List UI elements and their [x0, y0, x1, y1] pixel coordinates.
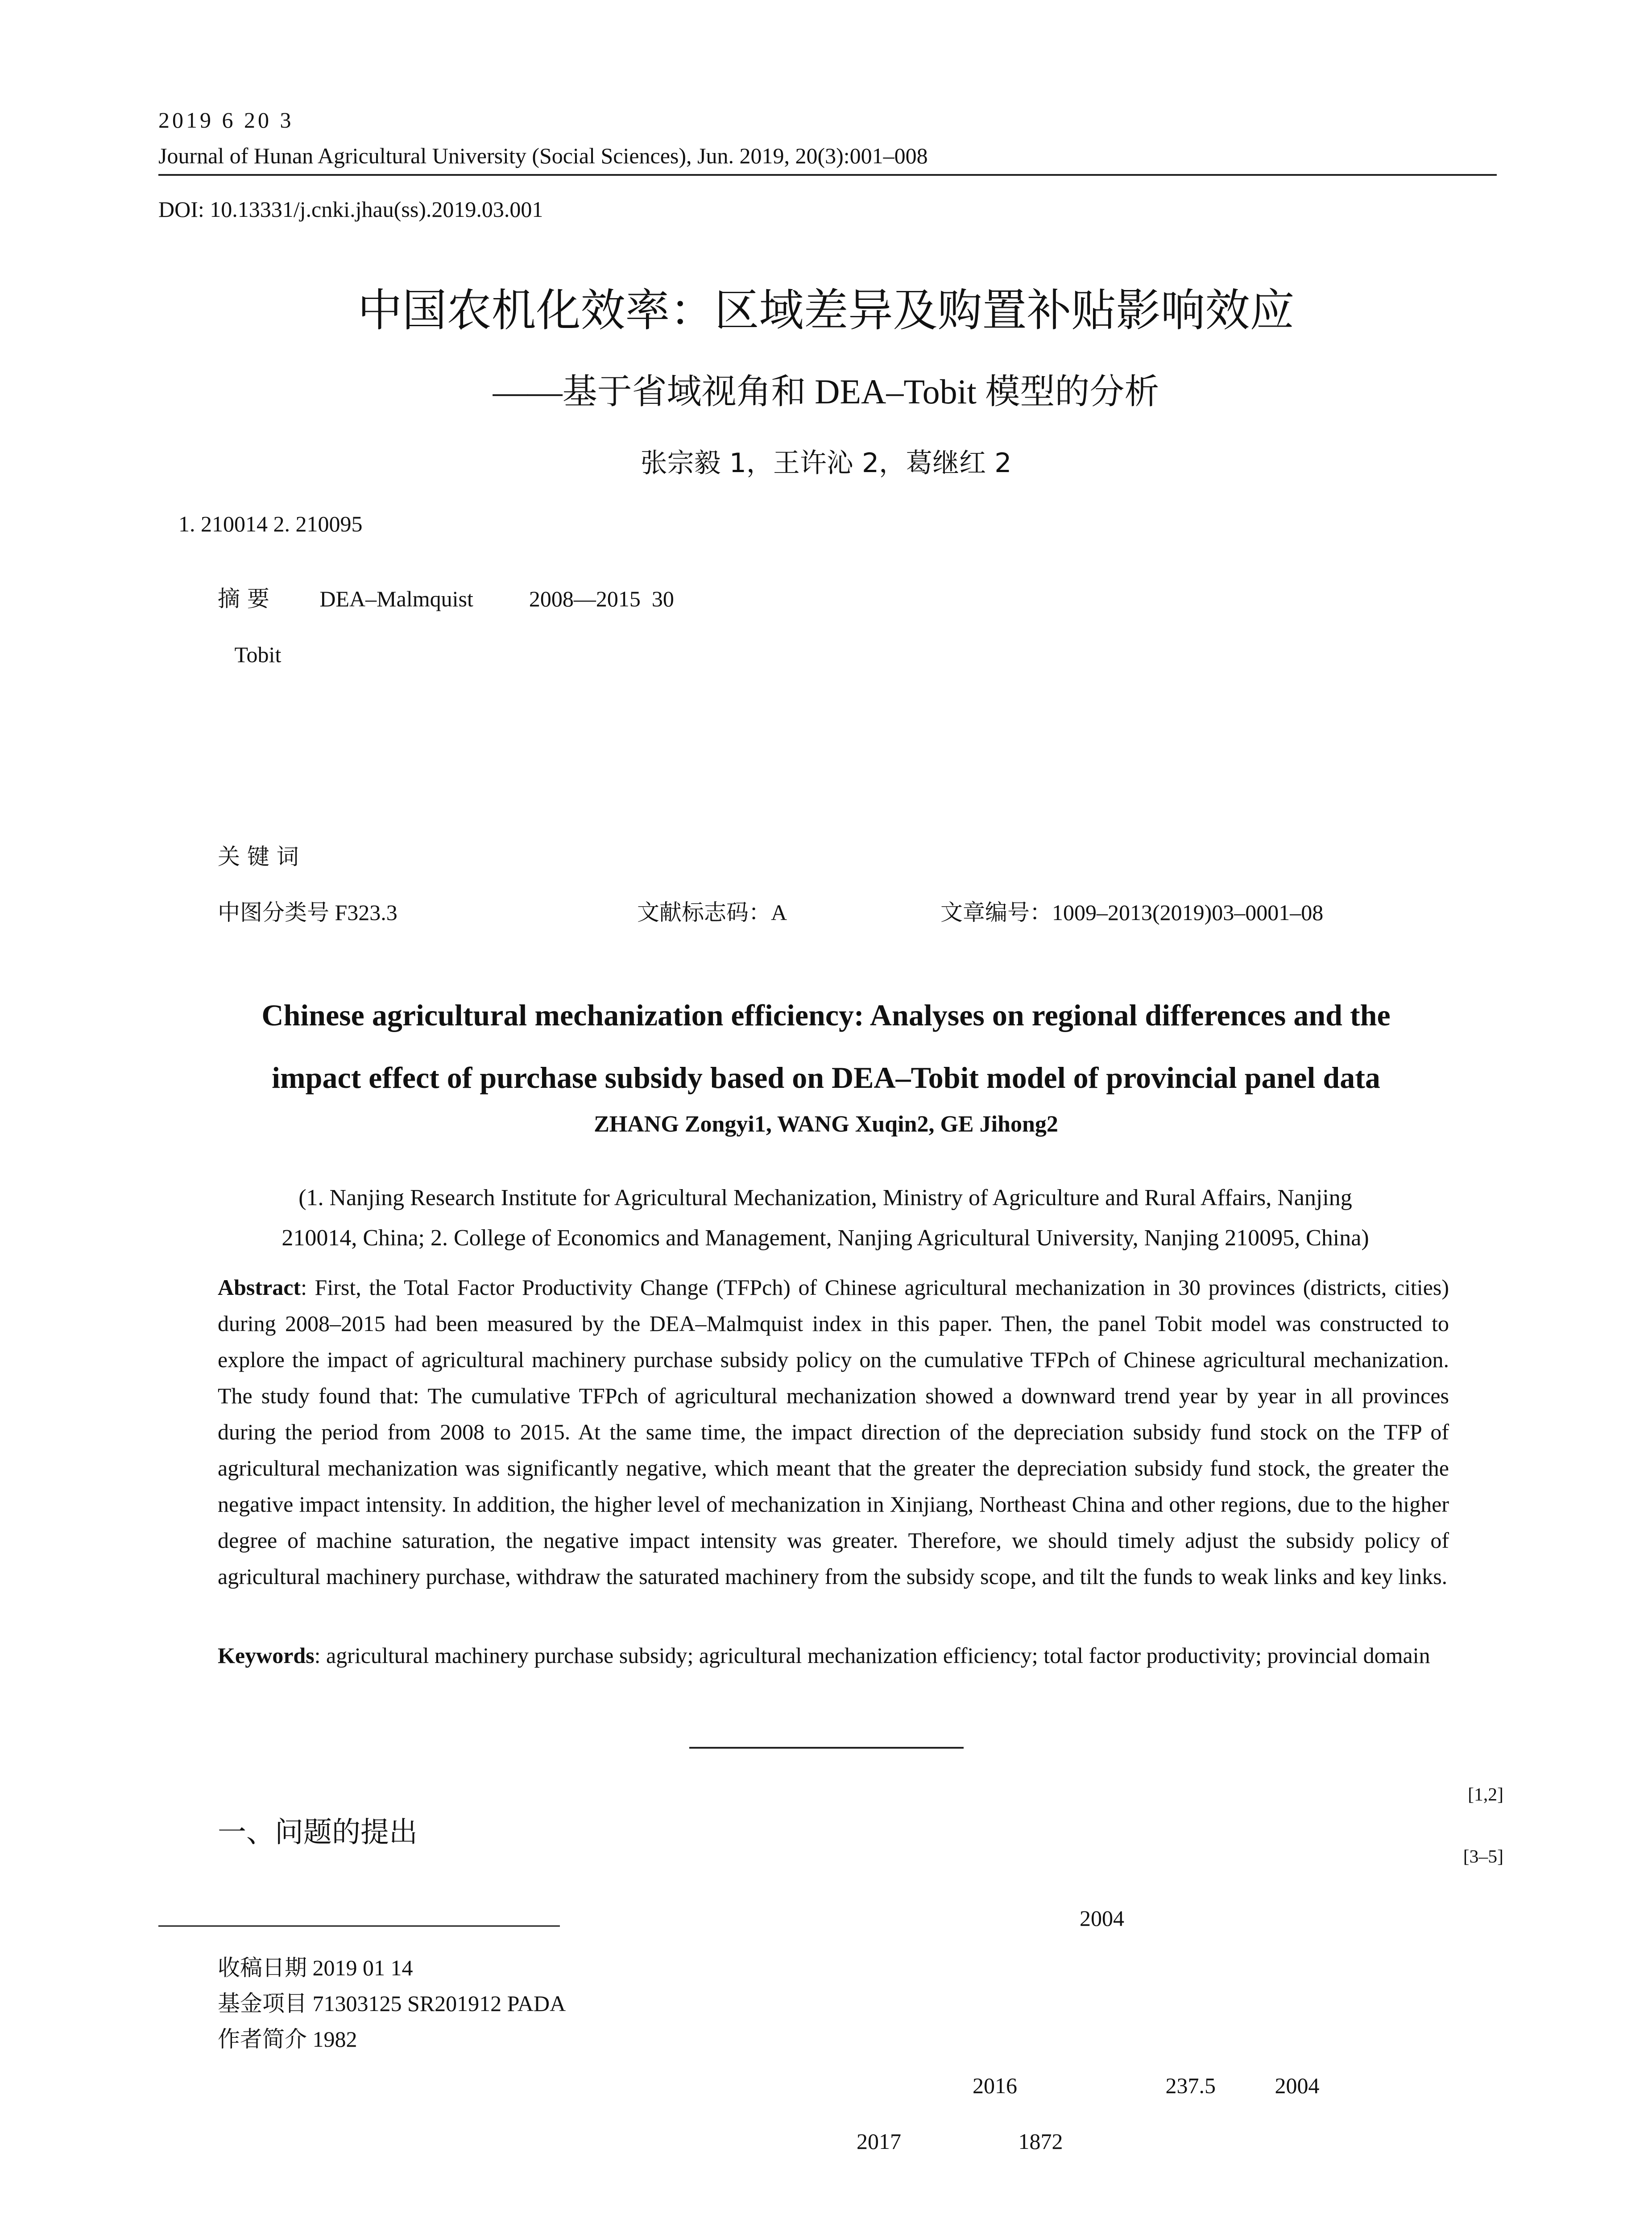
abstract-cn-fragment: 30	[651, 586, 674, 611]
year-fragment: 2004	[1275, 2073, 1320, 2098]
section-heading: 一、问题的提出	[218, 1816, 418, 1849]
abstract-label: Abstract	[218, 1275, 301, 1300]
english-title-line: Chinese agricultural mechanization efficiency: Analyses on regional differences and the	[261, 998, 1391, 1032]
footnotes	[218, 1950, 798, 2057]
doc-code: 文献标志码：A	[637, 900, 787, 925]
footnote-received: 收稿日期 2019 01 14	[218, 1955, 413, 1980]
abstract-text: : First, the Total Factor Productivity Change (TFPch) of Chinese agricultural mechanization in 30 provinces (districts, cities) during 2008–2015 had been measured by the DEA–Malmquist index in this paper. Then, the panel Tobit model was constructed to explore the impact of agricultural machinery purchase subsidy policy on the cumulative TFPch of Chinese agricultural mechanization. The study found that: The cumulative TFPch of agricultural mechanization showed a downward trend year by year in all provinces during the period from 2008 to 2015. At the same time, the impact direction of the depreciation subsidy fund stock on the TFP of agricultural mechanization was significantly negative, which meant that the greater the depreciation subsidy fund stock, the greater the negative impact intensity. In addition, the higher level of mechanization in Xinjiang, Northeast China and other regions, due to the higher degree of machine saturation, the negative impact intensity was greater. Therefore, we should timely adjust the subsidy policy of agricultural machinery purchase, withdraw the saturated machinery from the subsidy scope, and tilt the funds to weak links and key links.	[218, 1275, 1449, 1589]
right-column	[857, 1767, 1503, 2169]
english-keywords	[218, 1638, 1449, 1674]
paper-title: 中国农机化效率：区域差异及购置补贴影响效应	[357, 284, 1295, 336]
english-affiliations	[250, 1178, 1401, 1258]
year-fragment: 2004	[1080, 1906, 1124, 1931]
abstract-cn-fragment: DEA–Malmquist	[319, 586, 473, 611]
keywords-label: Keywords	[218, 1643, 315, 1668]
keywords-cn-label: 关 键 词	[218, 844, 299, 870]
english-affil-line: (1. Nanjing Research Institute for Agricultural Mechanization, Ministry of Agriculture and Rural Affairs, Nanjing	[298, 1185, 1352, 1211]
section-separator	[689, 1747, 964, 1749]
abstract-cn-fragment: Tobit	[234, 642, 282, 667]
footnote-author: 作者简介 1982	[218, 2027, 357, 2052]
abstract-cn-label: 摘 要	[218, 586, 269, 612]
clc-code: 中图分类号 F323.3	[218, 900, 397, 925]
citation: [3–5]	[1463, 1846, 1503, 1867]
english-title	[0, 984, 1652, 1109]
year-fragment: 2016	[973, 2073, 1017, 2098]
english-affil-line: 210014, China; 2. College of Economics and Management, Nanjing Agricultural University, Nanjing 210095, China)	[282, 1225, 1369, 1251]
paper-subtitle: ——基于省域视角和 DEA–Tobit 模型的分析	[493, 372, 1159, 411]
keywords-text: : agricultural machinery purchase subsidy; agricultural mechanization efficiency; total factor productivity; provincial domain	[314, 1643, 1430, 1668]
year-fragment: 2017	[857, 2129, 901, 2154]
english-authors: ZHANG Zongyi1, WANG Xuqin2, GE Jihong2	[594, 1111, 1058, 1137]
english-abstract	[218, 1269, 1449, 1595]
abstract-cn	[218, 571, 1453, 683]
affiliations-cn: 1. 210014 2. 210095	[178, 511, 363, 536]
authors-cn: 张宗毅 1，王许沁 2，葛继红 2	[640, 448, 1012, 479]
abstract-cn-fragment: 2008—2015	[529, 586, 641, 611]
doi: DOI: 10.13331/j.cnki.jhau(ss).2019.03.001	[158, 197, 543, 222]
article-no: 文章编号：1009–2013(2019)03–0001–08	[940, 900, 1324, 925]
classification-row	[218, 895, 1453, 927]
journal-header-cn: 2019 6 20 3	[158, 108, 294, 133]
english-title-line: impact effect of purchase subsidy based on DEA–Tobit model of provincial panel data	[272, 1061, 1380, 1095]
footnote-rule	[158, 1925, 560, 1927]
citation: [1,2]	[1468, 1784, 1503, 1805]
journal-header-en: Journal of Hunan Agricultural University (Social Sciences), Jun. 2019, 20(3):001–008	[158, 143, 928, 168]
value-fragment: 1872	[1018, 2129, 1063, 2154]
footnote-fund: 基金项目 71303125 SR201912 PADA	[218, 1991, 566, 2016]
header-rule	[158, 174, 1497, 176]
value-fragment: 237.5	[1165, 2073, 1216, 2098]
